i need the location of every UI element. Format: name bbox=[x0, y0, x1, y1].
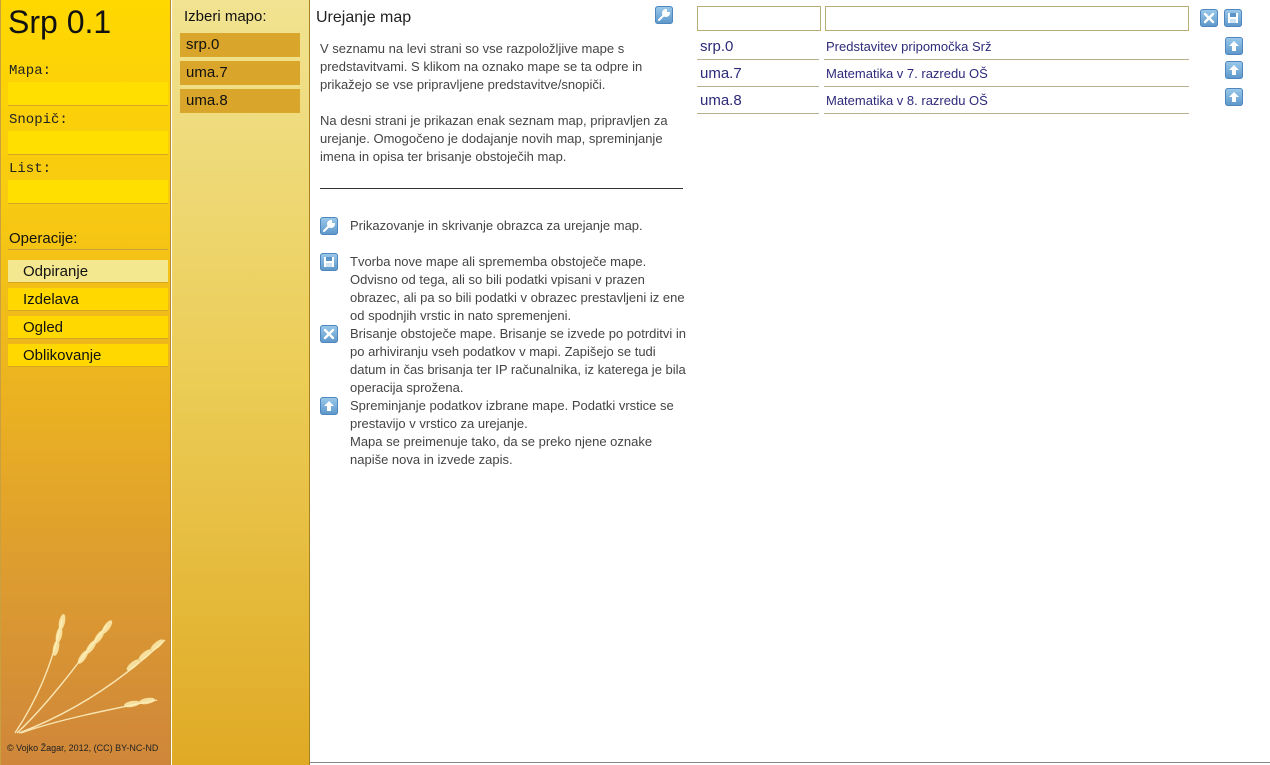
operations-divider bbox=[8, 249, 168, 250]
editor-title: Urejanje map bbox=[316, 9, 412, 26]
map-row-description: Predstavitev pripomočka Srž bbox=[824, 34, 1189, 60]
wheat-logo-icon bbox=[7, 605, 167, 735]
arrow-up-icon[interactable] bbox=[1225, 61, 1243, 79]
arrow-up-icon bbox=[320, 397, 338, 415]
map-list-panel bbox=[172, 0, 310, 765]
mapa-label: Mapa: bbox=[9, 63, 52, 79]
legend-toggle-text: Prikazovanje in skrivanje obrazca za urejanje map. bbox=[350, 218, 643, 233]
map-row-code[interactable]: uma.8 bbox=[697, 88, 819, 114]
map-list-item-uma-7[interactable]: uma.7 bbox=[180, 61, 300, 85]
map-code-input[interactable] bbox=[697, 6, 821, 31]
map-description-input[interactable] bbox=[825, 6, 1189, 31]
floppy-disk-icon bbox=[320, 253, 338, 271]
map-list-title: Izberi mapo: bbox=[184, 8, 267, 25]
map-row-code[interactable]: srp.0 bbox=[697, 34, 819, 60]
editor-description-2: Na desni strani je prikazan enak seznam map, pripravljen za urejanje. Omogočeno je dodajanje novih map, spreminjanje imena in opisa ter brisanje obstoječih map. bbox=[320, 113, 668, 164]
map-list-item-srp-0[interactable]: srp.0 bbox=[180, 33, 300, 57]
snopic-field bbox=[8, 131, 168, 155]
main-content bbox=[310, 0, 1270, 765]
list-field bbox=[8, 180, 168, 204]
bottom-divider bbox=[310, 762, 1270, 763]
map-row-description: Matematika v 7. razredu OŠ bbox=[824, 61, 1189, 87]
legend-up-text: Spreminjanje podatkov izbrane mape. Podatki vrstice se prestavijo v vrstico za urejanje. Mapa se preimenuje tako, da se preko njene oznake napiše nova in izvede zapis. bbox=[350, 398, 674, 467]
copyright-text: © Vojko Žagar, 2012, (CC) BY-NC-ND bbox=[7, 743, 159, 753]
arrow-up-icon[interactable] bbox=[1225, 88, 1243, 106]
editor-description-1: V seznamu na levi strani so vse razpoložljive mape s predstavitvami. S klikom na oznako mape se ta odpre in prikažejo se vse pripravljene predstavitve/snopiči. bbox=[320, 41, 643, 92]
sidebar bbox=[0, 0, 171, 765]
operations-label: Operacije: bbox=[9, 230, 78, 247]
list-label: List: bbox=[9, 161, 52, 177]
section-divider bbox=[320, 188, 683, 189]
operation-ogled[interactable]: Ogled bbox=[8, 316, 168, 339]
app-title: Srp 0.1 bbox=[8, 4, 112, 40]
wrench-icon[interactable] bbox=[655, 6, 673, 24]
map-list-item-uma-8[interactable]: uma.8 bbox=[180, 89, 300, 113]
wrench-icon bbox=[320, 217, 338, 235]
floppy-disk-icon[interactable] bbox=[1224, 9, 1242, 27]
operation-izdelava[interactable]: Izdelava bbox=[8, 288, 168, 311]
close-icon[interactable] bbox=[1200, 9, 1218, 27]
close-icon bbox=[320, 325, 338, 343]
mapa-field bbox=[8, 82, 168, 106]
arrow-up-icon[interactable] bbox=[1225, 37, 1243, 55]
legend-save-text: Tvorba nove mape ali sprememba obstoječe mape. Odvisno od tega, ali so bili podatki vpisani v prazen obrazec, ali pa so bili podatki v obrazec prestavljeni iz ene od spodnjih vrstic in nato spremenjeni. bbox=[350, 254, 685, 323]
operation-odpiranje[interactable]: Odpiranje bbox=[8, 260, 168, 283]
snopic-label: Snopič: bbox=[9, 112, 68, 128]
legend-delete-text: Brisanje obstoječe mape. Brisanje se izvede po potrditvi in po arhiviranju vseh podatkov v mapi. Zapišejo se tudi datum in čas brisanja ter IP računalnika, iz katerega je bila operacija sprožena. bbox=[350, 326, 687, 395]
operation-oblikovanje[interactable]: Oblikovanje bbox=[8, 344, 168, 367]
map-row-description: Matematika v 8. razredu OŠ bbox=[824, 88, 1189, 114]
map-row-code[interactable]: uma.7 bbox=[697, 61, 819, 87]
